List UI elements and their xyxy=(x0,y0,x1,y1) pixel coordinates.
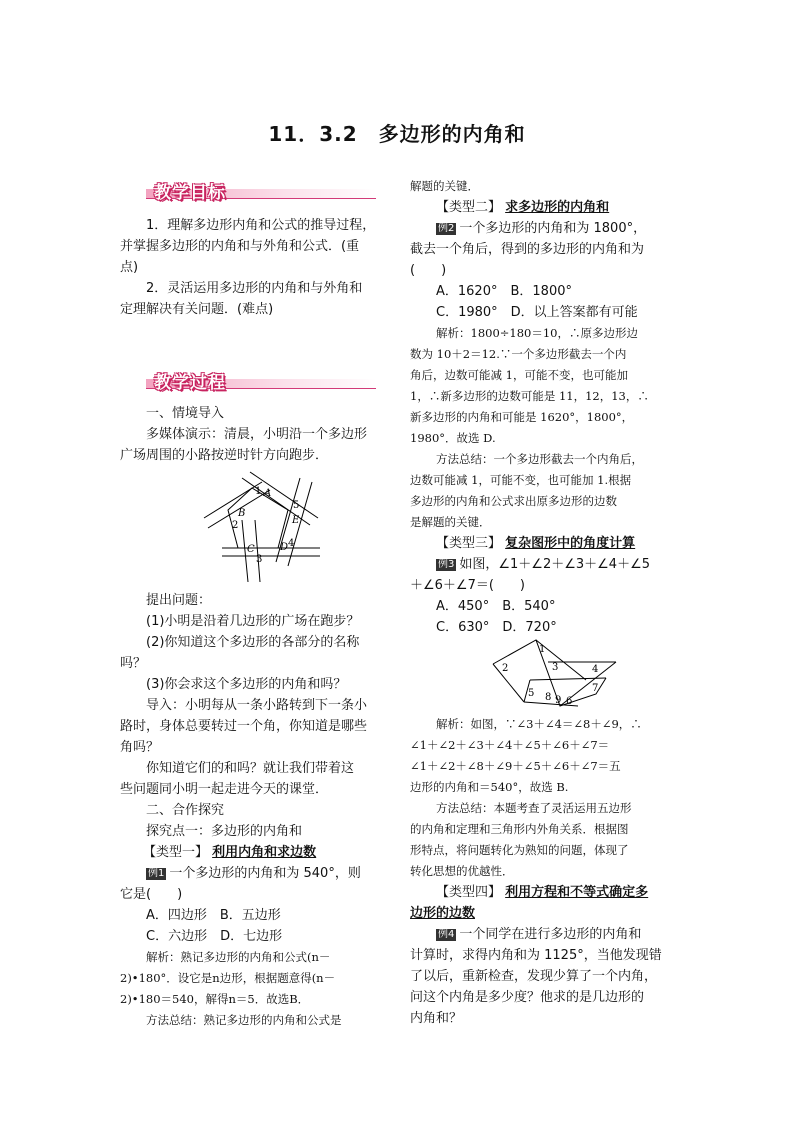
analysis-line: 1980°．故选 D. xyxy=(410,431,496,445)
example-1 xyxy=(146,863,361,884)
example-text: 一个多边形的内角和为 540°，则 xyxy=(169,866,361,881)
analysis-line: 方法总结：一个多边形截去一个内角后， xyxy=(436,452,643,466)
analysis-line: 方法总结：本题考查了灵活运用五边形 xyxy=(436,801,632,815)
example-text: ＋∠6＋∠7＝( ) xyxy=(410,578,525,593)
type4-heading xyxy=(436,882,648,903)
goal-line: 定理解决有关问题．(难点) xyxy=(120,302,274,317)
question-line: (1)小明是沿着几边形的广场在跑步？ xyxy=(146,614,360,629)
angle-figure xyxy=(488,636,618,711)
analysis-line: 形特点，将问题转化为熟知的问题，体现了 xyxy=(410,843,629,857)
section-heading: 探究点一：多边形的内角和 xyxy=(146,824,303,839)
example-text: 问这个内角是多少度？他求的是几边形的 xyxy=(410,990,645,1005)
analysis-line: 新多边形的内角和可能是 1620°，1800°， xyxy=(410,410,634,424)
goal-line: 点) xyxy=(120,260,139,275)
example-2 xyxy=(436,218,646,239)
question-line: (3)你会求这个多边形的内角和吗？ xyxy=(146,677,347,692)
fig2-label: 7 xyxy=(592,683,599,694)
type3-heading xyxy=(436,533,635,554)
example-text: 计算时，求得内角和为 1125°，当他发现错 xyxy=(410,948,662,963)
analysis-line: ∠1＋∠2＋∠8＋∠9＋∠5＋∠6＋∠7＝五 xyxy=(410,759,621,773)
example-text: 了以后，重新检查，发现少算了一个内角， xyxy=(410,969,658,984)
example-text: 如图，∠1＋∠2＋∠3＋∠4＋∠5 xyxy=(459,557,651,572)
option-line: C．六边形 D．七边形 xyxy=(146,929,283,944)
analysis-line: 数为 10＋2＝12.∵一个多边形截去一个内 xyxy=(410,347,627,361)
intro-line: 多媒体演示：清晨，小明沿一个多边形 xyxy=(146,427,368,442)
goal-line: 并掌握多边形的内角和与外角和公式．(重 xyxy=(120,239,360,254)
question-line: 你知道它们的和吗？就让我们带着这 xyxy=(146,761,355,776)
fig2-label: 5 xyxy=(528,688,535,699)
example-3 xyxy=(436,554,650,575)
fig1-label: 4 xyxy=(288,538,295,549)
analysis-line: 解析：1800÷180＝10，∴原多边形边 xyxy=(436,326,638,340)
type-title: 复杂图形中的角度计算 xyxy=(505,536,636,551)
option-line: C．1980° D．以上答案都有可能 xyxy=(436,305,638,320)
fig1-label: D xyxy=(280,542,289,553)
type2-heading xyxy=(436,197,609,218)
fig2-label: 3 xyxy=(552,662,559,673)
goal-line: 2．灵活运用多边形的内角和与外角和 xyxy=(146,281,363,296)
option-line: A．1620° B．1800° xyxy=(436,284,572,299)
fig2-label: 1 xyxy=(539,644,546,655)
example-text: ( ) xyxy=(410,263,447,278)
analysis-line: 的内角和定理和三角形内外角关系．根据图 xyxy=(410,822,629,836)
type-prefix: 【类型四】 xyxy=(436,885,502,900)
type-title: 求多边形的内角和 xyxy=(505,200,610,215)
question-line: 提出问题： xyxy=(146,593,212,608)
fig1-label: B xyxy=(238,508,246,519)
analysis-line: 边形的内角和＝540°，故选 B. xyxy=(410,780,569,794)
analysis-line: ∠1＋∠2＋∠3＋∠4＋∠5＋∠6＋∠7＝ xyxy=(410,738,610,752)
example-text: 一个多边形的内角和为 1800°， xyxy=(459,221,647,236)
example-tag: 例4 xyxy=(438,929,455,940)
example-text: 内角和？ xyxy=(410,1011,463,1026)
question-line: (2)你知道这个多边形的各部分的名称 xyxy=(146,635,360,650)
fig1-label: 5 xyxy=(293,500,300,511)
example-4 xyxy=(436,924,641,945)
analysis-line: 2)•180＝540，解得n＝5．故选B． xyxy=(120,992,310,1006)
fig1-label: 1 xyxy=(255,486,262,497)
fig2-label: 4 xyxy=(592,664,599,675)
option-line: C．630° D．720° xyxy=(436,620,557,635)
example-text: 截去一个角后，得到的多边形的内角和为 xyxy=(410,242,645,257)
example-tag: 例2 xyxy=(438,223,455,234)
fig2-label: 6 xyxy=(566,696,573,707)
pentagon-roads-figure xyxy=(200,470,325,585)
example-text: 它是( ) xyxy=(120,887,183,902)
question-line: 吗？ xyxy=(120,656,147,671)
type-title: 利用方程和不等式确定多 xyxy=(505,885,649,900)
analysis-line: 解析：如图，∵∠3＋∠4＝∠8＋∠9，∴ xyxy=(436,717,642,731)
fig1-label: A xyxy=(264,488,272,499)
question-line: 些问题同小明一起走进今天的课堂． xyxy=(120,782,329,797)
banner-teaching-goals xyxy=(146,178,376,202)
analysis-line: 2)•180°．设它是n边形，根据题意得(n－ xyxy=(120,971,336,985)
analysis-line: 角后，边数可能减 1，可能不变，也可能加 xyxy=(410,368,628,382)
analysis-line: 1，∴新多边形的边数可能是 11，12，13，∴ xyxy=(410,389,649,403)
fig2-label: 9 xyxy=(555,695,562,706)
fig2-label: 8 xyxy=(545,692,552,703)
fig1-label: 2 xyxy=(232,520,239,531)
analysis-line: 是解题的关键． xyxy=(410,515,491,529)
type-prefix: 【类型一】 xyxy=(143,845,209,860)
example-tag: 例3 xyxy=(438,559,455,570)
fig1-label: 3 xyxy=(256,554,263,565)
intro-line: 广场周围的小路按逆时针方向跑步． xyxy=(120,448,329,463)
type-prefix: 【类型三】 xyxy=(436,536,502,551)
section-heading: 二、合作探究 xyxy=(146,803,225,818)
type-title: 边形的边数 xyxy=(410,906,476,921)
banner-label: 教学目标 xyxy=(154,183,226,203)
option-line: A．450° B．540° xyxy=(436,599,556,614)
fig2-label: 2 xyxy=(502,663,509,674)
analysis-line: 转化思想的优越性． xyxy=(410,864,514,878)
example-text: 一个同学在进行多边形的内角和 xyxy=(459,927,642,942)
goal-line: 1．理解多边形内角和公式的推导过程， xyxy=(146,218,376,233)
banner-label: 教学过程 xyxy=(154,373,226,393)
section-heading: 一、情境导入 xyxy=(146,406,225,421)
banner-teaching-process xyxy=(146,368,376,392)
question-line: 导入：小明每从一条小路转到下一条小 xyxy=(146,698,368,713)
analysis-line: 方法总结：熟记多边形的内角和公式是 xyxy=(146,1013,342,1027)
type-title: 利用内角和求边数 xyxy=(212,845,317,860)
fig1-label: C xyxy=(247,544,255,555)
analysis-line: 多边形的内角和公式求出原多边形的边数 xyxy=(410,494,617,508)
analysis-line: 解析：熟记多边形的内角和公式(n－ xyxy=(146,950,331,964)
option-line: A．四边形 B．五边形 xyxy=(146,908,281,923)
question-line: 路时，身体总要转过一个角，你知道是哪些 xyxy=(120,719,368,734)
type1-heading xyxy=(143,842,316,863)
question-line: 角吗？ xyxy=(120,740,160,755)
page-title: 11．3.2 多边形的内角和 xyxy=(268,122,526,146)
continuation-line: 解题的关键． xyxy=(410,179,479,193)
fig1-label: E xyxy=(292,515,300,526)
type-prefix: 【类型二】 xyxy=(436,200,502,215)
analysis-line: 边数可能减 1，可能不变，也可能加 1.根据 xyxy=(410,473,632,487)
example-tag: 例1 xyxy=(148,868,165,879)
